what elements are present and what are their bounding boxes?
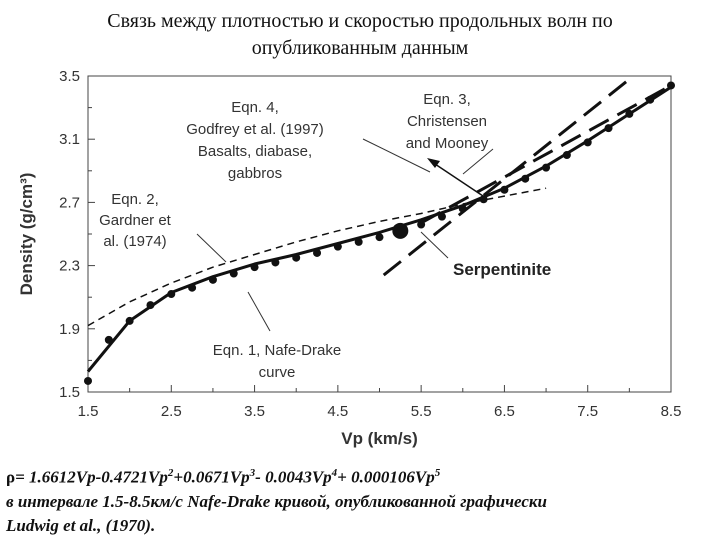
data-point [521, 175, 529, 183]
x-tick-label-4: 5.5 [410, 403, 432, 420]
y-tick-label-0: 1.5 [59, 384, 80, 401]
annotation-0-line-3: gabbros [227, 165, 283, 182]
data-point [126, 317, 134, 325]
data-point [209, 276, 217, 284]
annotation-3-line-1: curve [258, 364, 296, 381]
annotation-0-line-2: Basalts, diabase, [197, 143, 313, 160]
annotation-4-line-0: Serpentinite [453, 260, 552, 279]
formula-line-3: Ludwig et al., (1970). [6, 515, 156, 535]
x-tick-label-1: 2.5 [160, 403, 182, 420]
data-point [563, 151, 571, 159]
formula-term-3: - 0.0043Vp [255, 467, 332, 487]
x-axis-label: Vp (km/s) [341, 429, 418, 448]
data-point [251, 263, 259, 271]
formula-line-1 [6, 461, 718, 490]
data-point [542, 164, 550, 172]
data-point [584, 138, 592, 146]
data-point [84, 377, 92, 385]
serpentinite-point [392, 223, 408, 239]
x-tick-label-2: 3.5 [244, 403, 266, 420]
title-line-1: Связь между плотностью и скоростью продольных волн по [107, 10, 613, 32]
annotation-3-line-0: Eqn. 1, Nafe-Drake [212, 342, 342, 359]
formula-exp-3: 3 [249, 467, 256, 479]
y-axis-label: Density (g/cm³) [17, 172, 36, 296]
y-tick-label-1: 1.9 [59, 320, 80, 338]
data-point [292, 254, 300, 262]
annotation-0-line-1: Godfrey et al. (1997) [186, 121, 324, 138]
annotation-2-line-0: Eqn. 2, [111, 191, 159, 208]
y-tick-label-3: 2.7 [59, 194, 80, 212]
formula-term-1: = 1.6612Vp-0.4721Vp [15, 467, 168, 487]
data-point [271, 258, 279, 266]
y-tick-label-4: 3.1 [59, 131, 80, 149]
annotation-0-line-0: Eqn. 4, [231, 99, 279, 116]
formula-exp-5: 5 [434, 467, 441, 479]
formula-term-4: + 0.000106Vp [337, 467, 435, 487]
y-tick-label-5: 3.5 [59, 68, 80, 85]
x-tick-label-3: 4.5 [327, 403, 349, 420]
data-point [167, 290, 175, 298]
data-point [605, 124, 613, 132]
annotation-2-line-2: al. (1974) [103, 233, 167, 250]
leader-line-3 [248, 292, 270, 331]
arrow-line [432, 162, 483, 196]
x-tick-label-6: 7.5 [577, 403, 599, 420]
x-tick-label-5: 6.5 [493, 403, 515, 420]
data-point [376, 233, 384, 241]
data-point [667, 81, 675, 89]
formula-term-2: +0.0671Vp [173, 467, 250, 487]
data-point [146, 301, 154, 309]
y-tick-label-2: 2.3 [59, 257, 80, 275]
annotation-1-line-2: and Mooney [405, 135, 489, 152]
formula-exp-2: 2 [167, 467, 174, 479]
x-tick-label-7: 8.5 [660, 403, 682, 420]
annotation-1-line-1: Christensen [406, 113, 488, 130]
series-line-0 [88, 87, 671, 371]
title-line-2: опубликованным данным [251, 37, 469, 59]
leader-line-1 [463, 149, 493, 174]
data-point [313, 249, 321, 257]
annotation-2-line-1: Gardner et [99, 212, 171, 229]
data-point [188, 284, 196, 292]
formula-exp-4: 4 [331, 467, 338, 479]
x-tick-label-0: 1.5 [77, 403, 99, 420]
rho-symbol: ρ [6, 467, 16, 487]
data-point [105, 336, 113, 344]
data-point [500, 186, 508, 194]
data-point [334, 243, 342, 251]
data-point [230, 270, 238, 278]
formula-line-2: в интервале 1.5-8.5км/с Nafe-Drake кривой, опубликованной графически [6, 491, 547, 511]
leader-line-2 [197, 234, 226, 262]
data-point [355, 238, 363, 246]
annotation-1-line-0: Eqn. 3, [423, 91, 471, 108]
formula-block [6, 461, 718, 538]
